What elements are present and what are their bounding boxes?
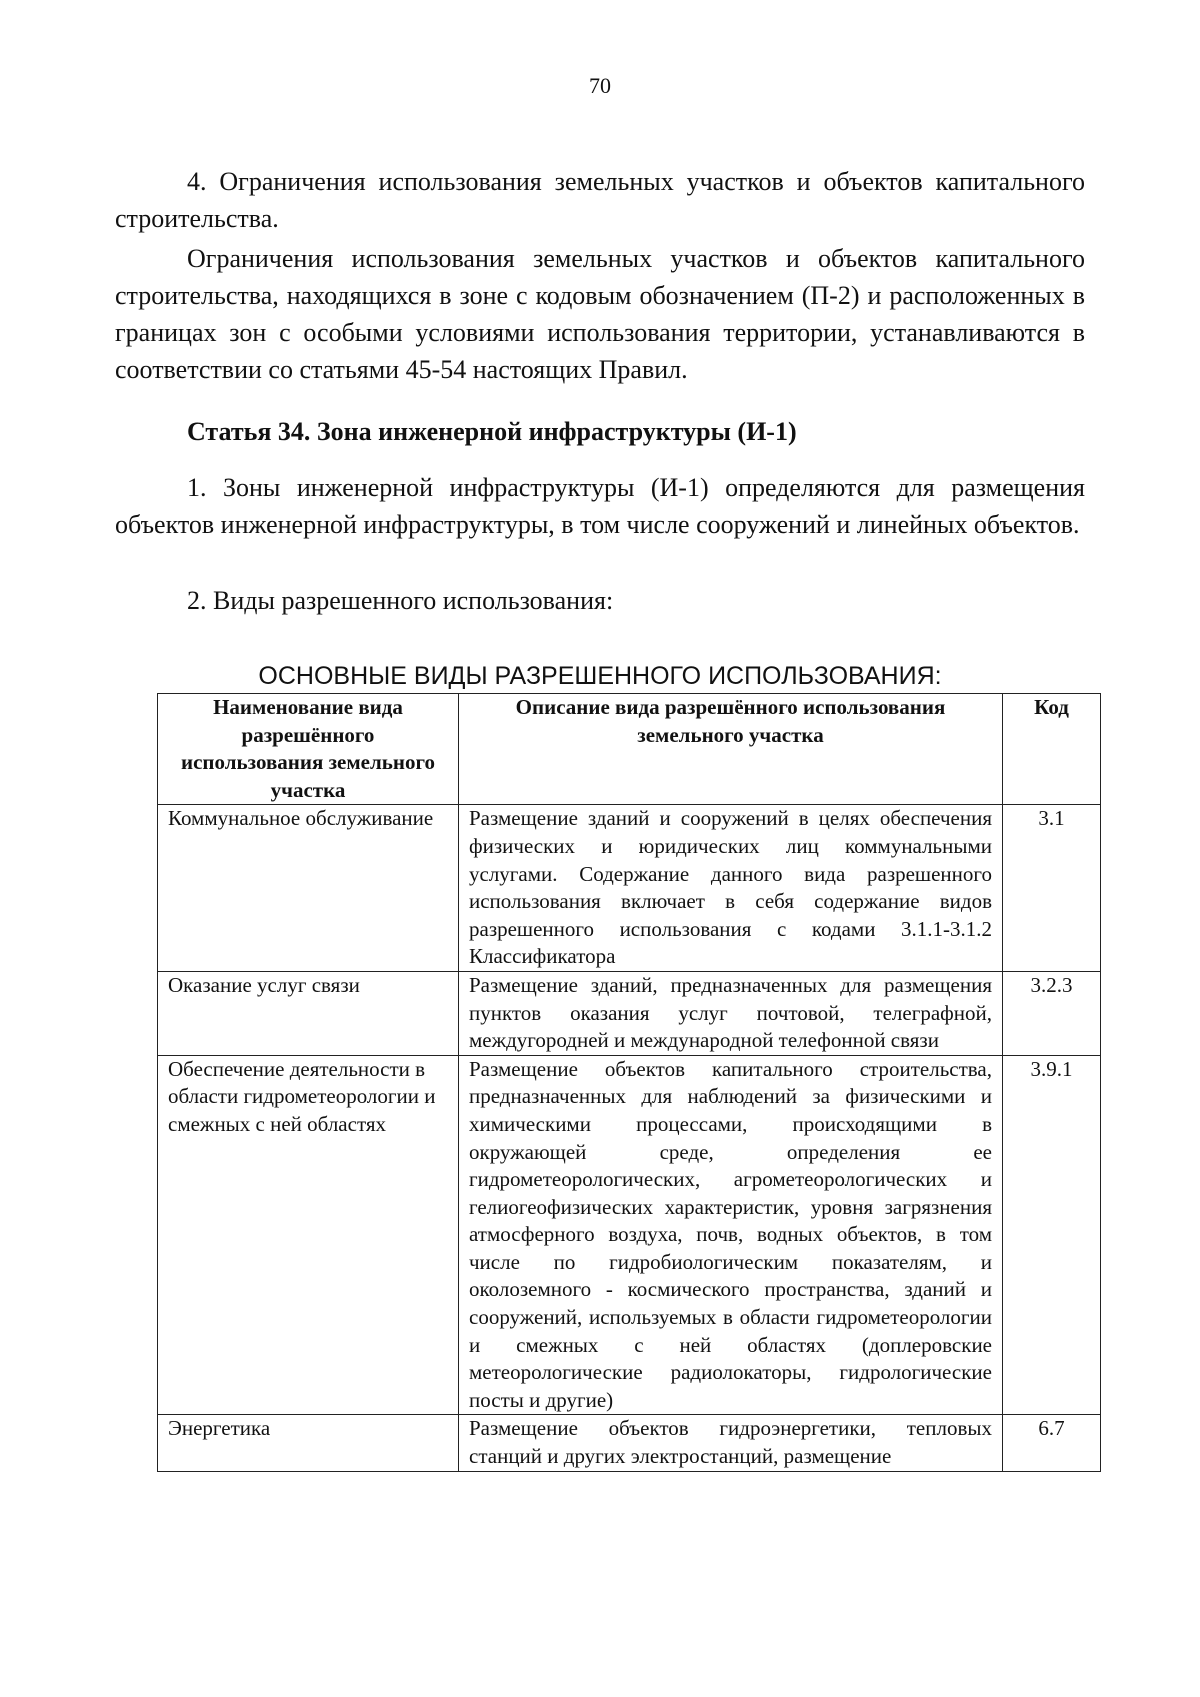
row-name: Энергетика (158, 1415, 459, 1471)
row-name: Обеспечение деятельности в области гидрометеорологии и смежных с ней областях (158, 1055, 459, 1415)
article-item-1-text: 1. Зоны инженерной инфраструктуры (И-1) определяются для размещения объектов инженерной инфраструктуры, в том числе сооружений и линейных объектов. (115, 473, 1085, 539)
table-row (158, 805, 1101, 972)
page-number: 70 (589, 73, 611, 98)
row-description: Размещение зданий, предназначенных для размещения пунктов оказания услуг почтовой, телеграфной, междугородней и международной телефонной связи (459, 971, 1003, 1055)
table-caption: ОСНОВНЫЕ ВИДЫ РАЗРЕШЕННОГО ИСПОЛЬЗОВАНИЯ: (258, 662, 942, 690)
permitted-uses-table-wrapper (157, 693, 1100, 1472)
row-code: 3.9.1 (1003, 1055, 1101, 1415)
row-code: 3.2.3 (1003, 971, 1101, 1055)
row-code: 6.7 (1003, 1415, 1101, 1471)
header-name: Наименование вида разрешённого использования земельного участка (158, 694, 459, 805)
section-4-paragraph-text: Ограничения использования земельных участков и объектов капитального строительства, находящихся в зоне с кодовым обозначением (П-2) и расположенных в границах зон с особыми условиями использования территории, устанавливаются в соответствии со статьями 45-54 настоящих Правил. (115, 244, 1085, 384)
row-code: 3.1 (1003, 805, 1101, 972)
section-4-heading-text: 4. Ограничения использования земельных участков и объектов капитального строительства. (115, 167, 1085, 233)
table-row (158, 1415, 1101, 1471)
permitted-uses-table (157, 693, 1101, 1472)
table-row (158, 971, 1101, 1055)
header-code: Код (1003, 694, 1101, 805)
article-item-2 (115, 582, 1085, 619)
article-item-1 (115, 469, 1085, 543)
header-description: Описание вида разрешённого использования земельного участка (459, 694, 1003, 805)
article-item-2-text: 2. Виды разрешенного использования: (187, 586, 614, 615)
row-name: Оказание услуг связи (158, 971, 459, 1055)
table-header-row (158, 694, 1101, 805)
row-description: Размещение объектов капитального строительства, предназначенных для наблюдений за физическими и химическими процессами, происходящими в окружающей среде, определения ее гидрометеорологических, агрометеорологических и гелиогеофизических характеристик, уровня загрязнения атмосферного воздуха, почв, водных объектов, в том числе по гидробиологическим показателям, и околоземного - космического пространства, зданий и сооружений, используемых в области гидрометеорологии и смежных с ней областях (доплеровские метеорологические радиолокаторы, гидрологические посты и другие) (459, 1055, 1003, 1415)
row-name: Коммунальное обслуживание (158, 805, 459, 972)
table-row (158, 1055, 1101, 1415)
row-description: Размещение зданий и сооружений в целях обеспечения физических и юридических лиц коммунальными услугами. Содержание данного вида разрешенного использования включает в себя содержание видов разрешенного использования с кодами 3.1.1-3.1.2 Классификатора (459, 805, 1003, 972)
section-4-heading (115, 163, 1085, 237)
section-4-paragraph (115, 240, 1085, 388)
article-title: Статья 34. Зона инженерной инфраструктуры (И-1) (187, 417, 797, 446)
row-description: Размещение объектов гидроэнергетики, тепловых станций и других электростанций, размещение (459, 1415, 1003, 1471)
